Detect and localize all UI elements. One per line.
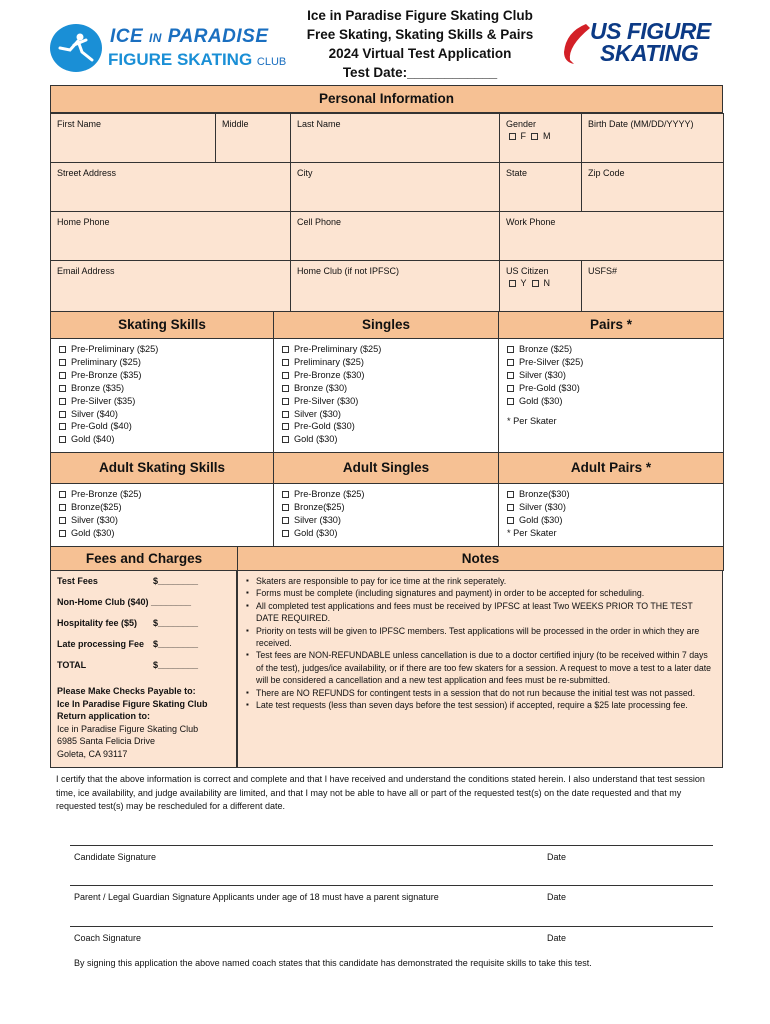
coach-date-label: Date [547,933,567,943]
checkbox-icon[interactable] [59,346,66,353]
certification-text: I certify that the above information is correct and complete and that I have received and understand the conditions stated herein. I also understand that test session time, ice availability, and judge availability are limited, and that I may not be able to have all or part of the requested test(s) on the date requested and that my requested test(s) may be rescheduled for a different date. [56,774,705,811]
fee-row[interactable] [57,660,230,681]
test-option-singles[interactable] [282,369,490,382]
gender-field[interactable]: Gender F M [499,113,582,163]
adult-pairs-list [498,483,724,547]
checkbox-icon[interactable] [59,398,66,405]
citizen-y-checkbox[interactable] [509,280,516,287]
coach-signature-line[interactable] [70,926,713,927]
test-option-pairs[interactable] [507,369,715,382]
us-figure-skating-logo [560,18,730,70]
test-option-label: Bronze ($35) [71,382,125,393]
coach-signature-label: Coach Signature [74,933,142,943]
skating-skills-list [50,338,274,453]
test-option-skating-skills[interactable] [59,420,265,433]
test-option-skating-skills[interactable] [59,369,265,382]
checkbox-icon[interactable] [282,504,289,511]
checkbox-icon[interactable] [282,530,289,537]
checkbox-icon[interactable] [282,359,289,366]
fee-label: TOTAL [57,660,87,670]
test-option-skating-skills[interactable] [59,395,265,408]
gender-f-checkbox[interactable] [509,133,516,140]
test-option-singles[interactable] [282,382,490,395]
checkbox-icon[interactable] [282,491,289,498]
checkbox-icon[interactable] [507,491,514,498]
test-option-skating-skills[interactable] [59,343,265,356]
test-option-label: Pre-Gold ($30) [519,382,580,393]
singles-title: Singles [273,311,499,339]
test-option-label: Silver ($30) [294,408,341,419]
fee-amount-field[interactable]: $________ [153,618,199,628]
test-option-label: Gold ($30) [71,527,115,538]
gender-m-checkbox[interactable] [531,133,538,140]
adult-singles-title: Adult Singles [273,452,499,484]
test-option-label: Pre-Preliminary ($25) [294,344,382,354]
fee-label: Late processing Fee [57,639,145,649]
checkbox-icon[interactable] [59,436,66,443]
checkbox-icon[interactable] [59,530,66,537]
test-option-label: Gold ($30) [294,434,338,445]
logo-right-line1: US FIGURE [590,18,711,44]
fees-panel [50,570,237,768]
test-option-label: Gold ($30) [519,395,563,406]
home-phone-field[interactable]: Home Phone [50,211,291,261]
test-option-adult-pairs[interactable] [507,514,715,527]
test-option-pairs[interactable] [507,356,715,369]
fee-amount-field[interactable]: $________ [153,660,199,670]
note-item: ▪ There are NO REFUNDS for contingent tests in a session that do not run because the initial test was not passed. [246,687,714,699]
personal-info-title: Personal Information [50,85,723,113]
test-option-label: Silver ($30) [294,514,341,525]
test-option-adult-singles[interactable] [282,488,490,501]
logo-line1: ICE IN PARADISE [110,26,269,47]
pairs-list [498,338,724,453]
work-phone-field[interactable]: Work Phone [499,211,724,261]
adult-singles-list [273,483,499,547]
test-option-skating-skills[interactable] [59,408,265,421]
test-option-label: Silver ($30) [519,501,566,512]
document-title [290,6,550,82]
test-option-label: Gold ($40) [71,434,115,445]
test-option-singles[interactable] [282,356,490,369]
checkbox-icon[interactable] [282,385,289,392]
test-option-adult-singles[interactable] [282,514,490,527]
note-item: ▪ Late test requests (less than seven days before the test session) if accepted, require a $25 late processing fee. [246,699,714,711]
per-skater-note: * Per Skater [507,527,557,538]
adult-pairs-title: Adult Pairs * [498,452,724,484]
test-option-adult-singles[interactable] [282,501,490,514]
checkbox-icon[interactable] [507,359,514,366]
email-field[interactable]: Email Address [50,260,291,312]
skating-skills-title: Skating Skills [50,311,274,339]
singles-list [273,338,499,453]
test-option-label: Pre-Preliminary ($25) [71,344,159,354]
test-option-label: Preliminary ($25) [71,356,141,367]
checkbox-icon[interactable] [282,517,289,524]
middle-name-field[interactable]: Middle [215,113,291,163]
test-option-label: Preliminary ($25) [294,356,364,367]
test-option-singles[interactable] [282,343,490,356]
fee-row[interactable] [57,639,230,660]
coach-footnote: By signing this application the above named coach states that this candidate has demonstrated the requisite skills to take this test. [74,958,592,968]
ice-in-paradise-logo [50,24,290,74]
fees-title: Fees and Charges [50,546,238,571]
note-item: ▪ Test fees are NON-REFUNDABLE unless cancellation is due to a doctor certified injury (to be received within 7 days of the test), judges/ice availability, or if there are too few skaters for a session. A request to move a test to a later date will be considered a cancellation and a new test application and fees must be re-submitted. [246,649,714,686]
test-option-singles[interactable] [282,395,490,408]
checkbox-icon[interactable] [59,491,66,498]
notes-title: Notes [237,546,724,571]
test-option-label: Pre-Gold ($30) [294,421,355,432]
checkbox-icon[interactable] [59,359,66,366]
checkbox-icon[interactable] [59,411,66,418]
pairs-title: Pairs * [498,311,724,339]
test-option-singles[interactable] [282,420,490,433]
note-item: ▪ Skaters are responsible to pay for ice time at the rink seperately. [246,575,714,587]
citizen-n-checkbox[interactable] [532,280,539,287]
title-line1: Ice in Paradise Figure Skating Club [307,8,533,23]
fee-row[interactable] [57,618,230,639]
parent-signature-label: Parent / Legal Guardian Signature Applicants under age of 18 must have a parent signature [74,892,439,902]
fee-label: Hospitality fee ($5) [57,618,138,628]
test-option-label: Gold ($30) [294,527,338,538]
test-option-skating-skills[interactable] [59,382,265,395]
checkbox-icon[interactable] [59,504,66,511]
test-option-label: Pre-Silver ($35) [71,395,136,406]
skater-icon [50,24,102,72]
test-option-label: Pre-Bronze ($25) [71,489,142,499]
swoosh-icon [560,22,594,66]
checkbox-icon[interactable] [59,372,66,379]
checkbox-icon[interactable] [282,398,289,405]
checkbox-icon[interactable] [282,436,289,443]
cell-phone-field[interactable]: Cell Phone [290,211,500,261]
parent-date-label: Date [547,892,567,902]
checkbox-icon[interactable] [507,385,514,392]
test-option-label: Pre-Silver ($30) [294,395,359,406]
test-option-label: Pre-Bronze ($25) [294,489,365,499]
logo-line2: FIGURE SKATING CLUB [108,50,287,69]
test-option-label: Bronze($25) [71,501,122,512]
test-option-singles[interactable] [282,433,490,446]
test-option-pairs[interactable] [507,395,715,408]
checkbox-icon[interactable] [282,346,289,353]
note-item: ▪ All completed test applications and fees must be received by IPFSC at least Two WEEKS PRIOR TO THE TEST DATE REQUIRED. [246,600,714,625]
test-option-singles[interactable] [282,408,490,421]
test-option-label: Bronze($30) [519,489,570,499]
fee-amount-field[interactable]: $________ [153,639,199,649]
checkbox-icon[interactable] [282,423,289,430]
checkbox-icon[interactable] [507,346,514,353]
checkbox-icon[interactable] [507,398,514,405]
test-option-label: Bronze ($30) [294,382,348,393]
payment-instructions: Please Make Checks Payable to: Ice In Paradise Figure Skating Club Return application to: Ice in Paradise Figure Skating Club 6985 Santa Felicia Drive Goleta, CA 93117 [57,686,208,759]
test-option-label: Bronze($25) [294,501,345,512]
checkbox-icon[interactable] [507,517,514,524]
home-club-field[interactable]: Home Club (if not IPFSC) [290,260,500,312]
test-option-label: Silver ($30) [71,514,118,525]
adult-skating-skills-title: Adult Skating Skills [50,452,274,484]
state-field[interactable]: State [499,162,582,212]
fee-label: Non-Home Club ($40) ________ [57,597,192,607]
test-option-label: Bronze ($25) [519,344,573,354]
birth-date-field[interactable]: Birth Date (MM/DD/YYYY) [581,113,724,163]
note-item: ▪ Priority on tests will be given to IPFSC members. Test applications will be processed in the order in which they are received. [246,625,714,650]
test-option-adult-skills[interactable] [59,501,265,514]
test-option-adult-skills[interactable] [59,488,265,501]
parent-signature-line[interactable] [70,885,713,886]
checkbox-icon[interactable] [59,385,66,392]
test-option-label: Silver ($30) [519,369,566,380]
checkbox-icon[interactable] [59,423,66,430]
first-name-field[interactable]: First Name [50,113,216,163]
test-option-skating-skills[interactable] [59,433,265,446]
per-skater-note: * Per Skater [507,415,557,426]
header [0,0,770,84]
candidate-signature-label: Candidate Signature [74,852,157,862]
fee-row[interactable] [57,597,230,618]
test-option-adult-singles[interactable] [282,527,490,540]
test-option-adult-pairs[interactable] [507,488,715,501]
city-field[interactable]: City [290,162,500,212]
test-option-adult-pairs[interactable] [507,501,715,514]
last-name-field[interactable]: Last Name [290,113,500,163]
usfs-number-field[interactable]: USFS# [581,260,724,312]
test-option-label: Pre-Bronze ($35) [71,369,142,380]
fee-amount-field[interactable]: $________ [153,576,199,586]
checkbox-icon[interactable] [282,411,289,418]
title-line2: Free Skating, Skating Skills & Pairs [306,27,534,42]
fee-row[interactable] [57,576,230,597]
title-line3: 2024 Virtual Test Application [328,46,512,61]
zip-code-field[interactable]: Zip Code [581,162,724,212]
checkbox-icon[interactable] [507,504,514,511]
us-citizen-field[interactable]: US Citizen Y N [499,260,582,312]
test-date-field[interactable]: Test Date:____________ [342,65,498,80]
notes-panel [237,570,723,768]
checkbox-icon[interactable] [282,372,289,379]
test-option-skating-skills[interactable] [59,356,265,369]
checkbox-icon[interactable] [59,517,66,524]
test-option-adult-skills[interactable] [59,527,265,540]
logo-right-line2: SKATING [600,40,699,66]
test-option-label: Gold ($30) [519,514,563,525]
candidate-date-label: Date [547,852,567,862]
test-option-adult-skills[interactable] [59,514,265,527]
test-option-label: Pre-Gold ($40) [71,421,132,432]
checkbox-icon[interactable] [507,372,514,379]
fee-label: Test Fees [57,576,98,586]
street-address-field[interactable]: Street Address [50,162,291,212]
test-option-label: Pre-Silver ($25) [519,356,584,367]
candidate-signature-line[interactable] [70,845,713,846]
test-option-pairs[interactable] [507,343,715,356]
note-item: ▪ Forms must be complete (including signatures and payment) in order to be accepted for scheduling. [246,587,714,599]
test-option-label: Silver ($40) [71,408,118,419]
test-option-label: Pre-Bronze ($30) [294,369,365,380]
adult-skating-skills-list [50,483,274,547]
test-option-pairs[interactable] [507,382,715,395]
